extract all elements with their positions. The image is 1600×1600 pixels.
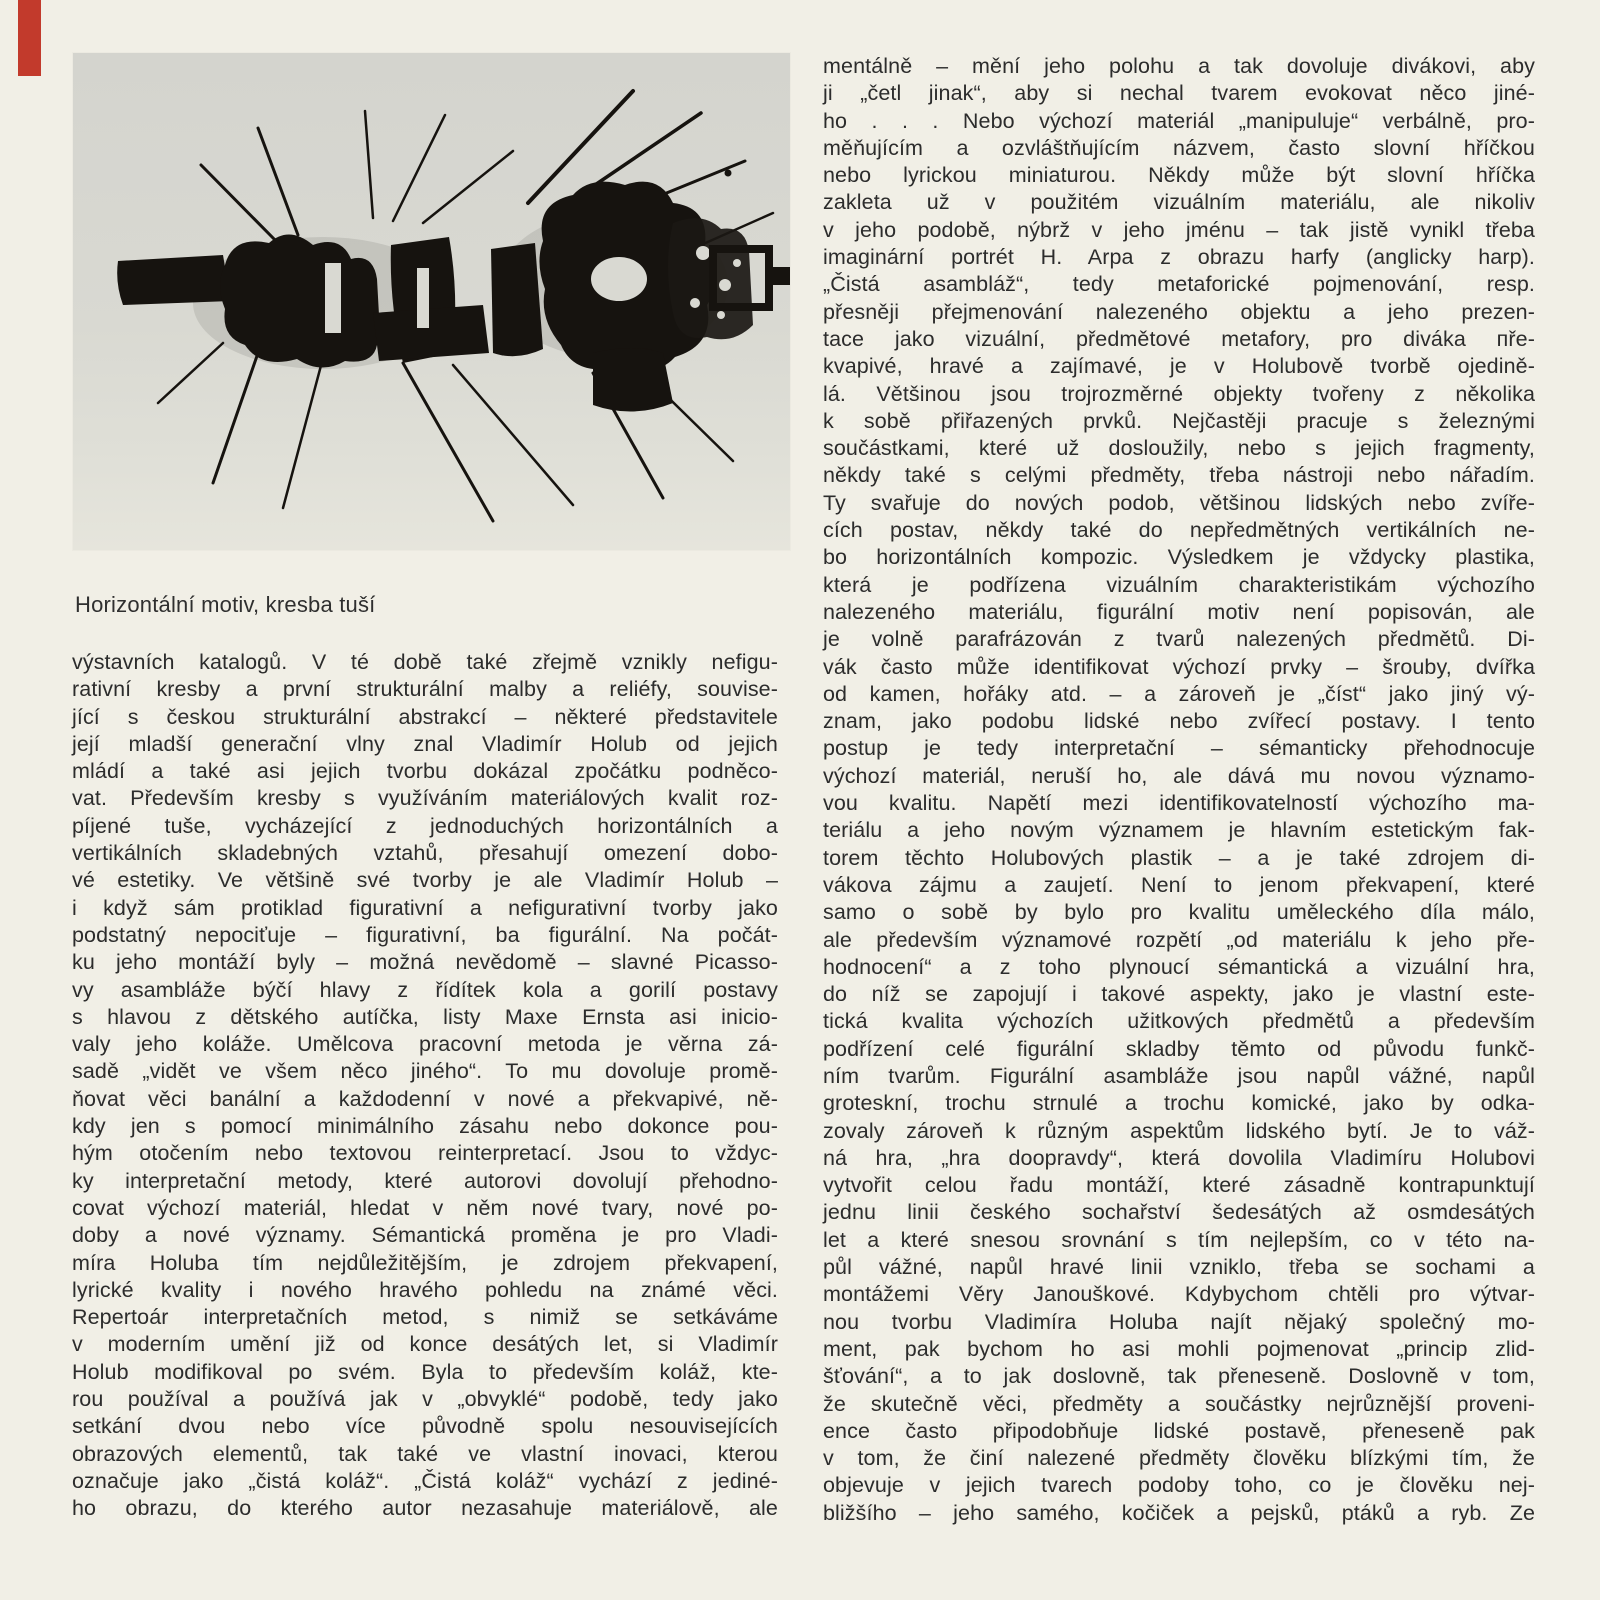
text-line: lá. Většinou jsou trojrozměrné objekty tvořeny z několika <box>823 381 1535 406</box>
text-line: i když sám protiklad figurativní a nefigurativní tvorby jako <box>72 895 778 920</box>
text-line: objevuje v jejich tvarech podoby toho, co je člověku nej- <box>823 1473 1535 1498</box>
ink-drawing <box>73 53 790 550</box>
text-line: mentálně – mění jeho polohu a tak dovoluje divákovi, aby <box>823 54 1535 78</box>
text-line: samo o sobě by bylo pro kvalitu uměleckého díla málo, <box>823 900 1535 925</box>
text-line: bo horizontálních kompozic. Výsledkem je vždycky plastika, <box>823 545 1535 570</box>
text-column-left <box>72 649 778 1523</box>
text-line: ním tvarům. Figurální asambláže jsou napůl vážné, napůl <box>823 1063 1535 1088</box>
text-line: mládí a také asi jejich tvorbu dokázal zpočátku podněco- <box>72 759 778 784</box>
text-line: je volně parafrázován z tvarů nalezených předmětů. Di- <box>823 627 1535 652</box>
text-line: rou používal a používá jak v „obvyklé“ podobě, tedy jako <box>72 1387 778 1412</box>
text-line: podřízení celé figurální skladby těmto od původu funkč- <box>823 1036 1535 1061</box>
text-line: v tom, že činí nalezené předměty člověku blízkými tím, že <box>823 1446 1535 1471</box>
text-line: vák často může identifikovat výchozí prvky – šrouby, dvířka <box>823 654 1535 679</box>
text-line: přesněji přejmenování nalezeného objektu a jeho prezen- <box>823 299 1535 324</box>
text-line: někdy také s celými předměty, třeba nástroji nebo nářadím. <box>823 463 1535 488</box>
text-line: podstatný nepociťuje – figurativní, ba figurální. Na počát- <box>72 922 778 947</box>
text-line: zakleta už v použitém vizuálním materiálu, ale nikoliv <box>823 190 1535 215</box>
text-line: vertikálních skladebných vztahů, přesahují omezení dobo- <box>72 841 778 866</box>
text-line: ky interpretační metody, které autorovi dovolují přehodno- <box>72 1168 778 1193</box>
text-line: ku jeho montáží byly – možná nevědomě – slavné Picasso- <box>72 950 778 975</box>
text-line: vytvořit celou řadu montáží, které zásadně kontrapunktují <box>823 1173 1535 1198</box>
text-line: valy jeho koláže. Umělcova pracovní metoda je věrna zá- <box>72 1032 778 1057</box>
text-line: nalezeného materiálu, figurální motiv není popisován, ale <box>823 599 1535 624</box>
text-line: od kamen, hořáky atd. – a zároveň je „číst“ jako jiný vý- <box>823 681 1535 706</box>
text-line: covat výchozí materiál, hledat v něm nové tvary, nové po- <box>72 1195 778 1220</box>
text-line: setkání dvou nebo více původně spolu nesouvisejících <box>72 1414 778 1439</box>
text-line: lyrické kvality i nového hravého pohledu na známé věci. <box>72 1277 778 1302</box>
red-edge-mark <box>18 0 41 76</box>
text-line: jící s českou strukturální abstrakcí – některé představitele <box>72 704 778 729</box>
text-line: ho . . . Nebo výchozí materiál „manipuluje“ verbálně, pro- <box>823 108 1535 133</box>
text-line: nebo lyrickou miniaturou. Někdy může být slovní hříčka <box>823 163 1535 188</box>
text-line: vat. Především kresby s využíváním materiálových kvalit roz- <box>72 786 778 811</box>
text-line: sadě „vidět ve všem něco jiného“. To mu dovoluje promě- <box>72 1059 778 1084</box>
text-line: „Čistá asambláž“, tedy metaforické pojmenování, resp. <box>823 272 1535 297</box>
text-line: k sobě přiřazených prvků. Nejčastěji pracuje s železnými <box>823 408 1535 433</box>
text-line: ňovat věci banální a každodenní v nové a překvapivé, ně- <box>72 1086 778 1111</box>
text-line: výstavních katalogů. V té době také zřejmě vznikly nefigu- <box>72 650 778 674</box>
text-line: ná hra, „hra doopravdy“, která dovolila Vladimíru Holubovi <box>823 1145 1535 1170</box>
artwork-caption: Horizontální motiv, kresba tuší <box>75 592 376 617</box>
text-line: vé estetiky. Ve většině své tvorby je ale Vladimír Holub – <box>72 868 778 893</box>
text-line: výchozí materiál, neruší ho, ale dává mu novou významo- <box>823 763 1535 788</box>
text-line: míra Holuba tím nejdůležitějším, je zdrojem překvapení, <box>72 1250 778 1275</box>
text-line: kdy jen s pomocí minimálního zásahu nebo dokonce pou- <box>72 1114 778 1139</box>
text-line: píjené tuše, vycházející z jednoduchých horizontálních a <box>72 813 778 838</box>
text-line: která je podřízena vizuálním charakteristikám výchozího <box>823 572 1535 597</box>
text-line: označuje jako „čistá koláž“. „Čistá koláž“ vychází z jediné- <box>72 1468 778 1493</box>
text-line: že skutečně věci, předměty a součástky nejrůznější proveni- <box>823 1391 1535 1416</box>
text-line: Ty svařuje do nových podob, většinou lidských nebo zvíře- <box>823 490 1535 515</box>
text-line: ji „četl jinak“, aby si nechal tvarem evokovat něco jiné- <box>823 81 1535 106</box>
text-line: šťování“, a to jak doslovně, tak přeneseně. Doslovně v tom, <box>823 1364 1535 1389</box>
text-line: tace jako vizuální, předmětové metafory, pro diváka пře- <box>823 326 1535 351</box>
text-line: Holub modifikoval po svém. Byla to především koláž, kte- <box>72 1359 778 1384</box>
text-line: kvapivé, hravé a zajímavé, je v Holubově tvorbě ojedině- <box>823 354 1535 379</box>
text-line: půl vážné, napůl hravé linii vzniklo, třeba se sochami a <box>823 1255 1535 1280</box>
text-line: vy asambláže býčí hlavy z řídítek kola a gorilí postavy <box>72 977 778 1002</box>
artwork-photo <box>73 53 790 550</box>
text-line: v jeho podobě, nýbrž v jeho jménu – tak jistě vynikl třeba <box>823 217 1535 242</box>
text-line: montážemi Věry Janouškové. Kdybychom chtěli pro výtvar- <box>823 1282 1535 1307</box>
text-line: vou kvalitu. Napětí mezi identifikovatelností výchozího ma- <box>823 791 1535 816</box>
text-line: s hlavou z dětského autíčka, listy Maxe Ernsta asi inicio- <box>72 1004 778 1029</box>
text-line: vákova zájmu a zaujetí. Není to jenom překvapení, které <box>823 872 1535 897</box>
text-line: hodnocení“ a z toho plynoucí sémantická a vizuální hra, <box>823 954 1535 979</box>
text-line: ment, pak bychom ho asi mohli pojmenovat „princip zlid- <box>823 1336 1535 1361</box>
text-line: nou tvorbu Vladimíra Holuba najít nějaký společný mo- <box>823 1309 1535 1334</box>
text-line: ence často připodobňuje lidské postavě, přeneseně pak <box>823 1418 1535 1443</box>
text-line: hým otočením nebo textovou reinterpretací. Jsou to vždyc- <box>72 1141 778 1166</box>
text-column-right <box>823 53 1535 1527</box>
text-line: měňujícím a ozvláštňujícím názvem, často slovní hříčkou <box>823 135 1535 160</box>
text-line: let a které snesou srovnání s tím nejlepším, co v této na- <box>823 1227 1535 1252</box>
text-line: ho obrazu, do kterého autor nezasahuje materiálově, ale <box>72 1496 778 1521</box>
text-line: jednu linii českého sochařství šedesátých až osmdesátých <box>823 1200 1535 1225</box>
text-line: Repertoár interpretačních metod, s nimiž se setkáváme <box>72 1305 778 1330</box>
text-line: tická kvalita výchozích užitkových předmětů a především <box>823 1009 1535 1034</box>
text-line: postup je tedy interpretační – sémanticky přehodnocuje <box>823 736 1535 761</box>
text-line: zovaly zároveň k různým aspektům lidského bytí. Je to váž- <box>823 1118 1535 1143</box>
text-line: doby a nové významy. Sémantická proměna je pro Vladi- <box>72 1223 778 1248</box>
text-line: součástkami, které už dosloužily, nebo s jejich fragmenty, <box>823 436 1535 461</box>
text-line: imaginární portrét H. Arpa z obrazu harfy (anglicky harp). <box>823 245 1535 270</box>
text-line: torem těchto Holubových plastik – a je také zdrojem di- <box>823 845 1535 870</box>
text-line: rativní kresby a první strukturální malby a reliéfy, souvise- <box>72 677 778 702</box>
text-line: v moderním umění již od konce desátých let, si Vladimír <box>72 1332 778 1357</box>
text-line: bližšího – jeho samého, kočiček a pejsků, ptáků a ryb. Ze <box>823 1500 1535 1525</box>
text-line: znam, jako podobu lidské nebo zvířecí postavy. I tento <box>823 709 1535 734</box>
text-line: cích postav, někdy také do nepředmětných vertikálních ne- <box>823 518 1535 543</box>
text-line: teriálu a jeho novým významem je hlavním estetickým fak- <box>823 818 1535 843</box>
text-line: obrazových elementů, tak také ve vlastní inovaci, kterou <box>72 1441 778 1466</box>
text-line: groteskní, trochu strnulé a trochu komické, jako by odka- <box>823 1091 1535 1116</box>
text-line: do níž se zapojují i takové aspekty, jako je vlastní este- <box>823 982 1535 1007</box>
text-line: ale především významové rozpětí „od materiálu k jeho pře- <box>823 927 1535 952</box>
text-line: její mladší generační vlny znal Vladimír Holub od jejich <box>72 731 778 756</box>
